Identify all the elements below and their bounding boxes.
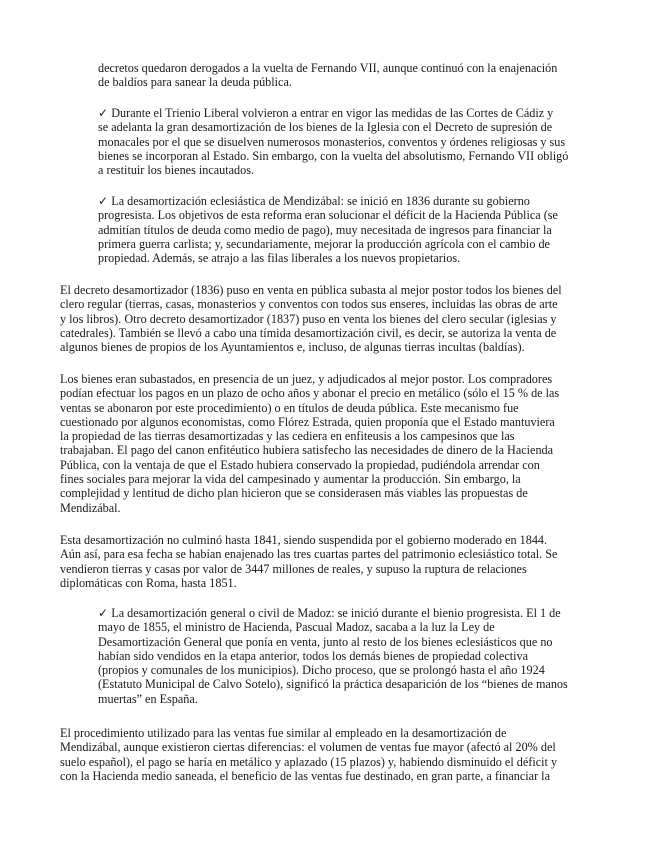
paragraph-fernando-vii-decrees [98,61,557,90]
text-line: Pública, con la ventaja de que el Estado hubiera conservado la propiedad, pudiéndola arrendar con [60,457,540,472]
text-line: Mendizábal. [60,500,121,515]
text-line: Aún así, para esa fecha se habían enajenado las tres cuartas partes del patrimonio eclesiástico total. Se [60,547,558,562]
text-line: con la Hacienda medio saneada, el beneficio de las ventas fue destinado, en gran parte, a financiar la [60,768,550,783]
bullet-madoz [98,606,568,706]
text-line: suelo español), el pago se haría en metálico y aplazado (15 plazos) y, habiendo disminuido el déficit y [60,754,558,769]
text-line: (propios y comunales de los municipios). Dicho proceso, que se prolongó hasta el año 1924 [98,663,545,678]
text-line: podían efectuar los pagos en un plazo de ocho años y abonar el precio en metálico (sólo el 15 % de las [60,386,560,401]
text-line: mayo de 1855, el ministro de Hacienda, Pascual Madoz, sacaba a la luz la Ley de [98,620,495,635]
text-line: monacales por el que se disuelven numerosos monasterios, conventos y órdenes religiosas y sus [98,134,566,149]
text-line: complejidad y lentitud de dicho plan hicieron que se considerasen más viables las propuestas de [60,486,528,501]
text-line: Los bienes eran subastados, en presencia de un juez, y adjudicados al mejor postor. Los compradores [60,372,553,386]
text-line: habían sido vendidos en la etapa anterior, todos los demás bienes de propiedad colectiva [98,648,529,663]
text-line: (Estatuto Municipal de Calvo Sotelo), significó la práctica desaparición de los “bienes de manos [98,677,568,692]
text-line: se adelanta la gran desamortización de los bienes de la Iglesia con el Decreto de supresión de [98,120,553,135]
bullet-trienio-liberal [98,106,568,177]
bullet-mendizabal [98,194,558,265]
text-line: primera guerra carlista; y, secundariamente, mejorar la producción agrícola con el cambio de [98,236,550,251]
text-line: ✓ La desamortización eclesiástica de Mendizábal: se inició en 1836 durante su gobierno [98,194,530,208]
text-line: decretos quedaron derogados a la vuelta de Fernando VII, aunque continuó con la enajenación [98,61,558,75]
text-line: ventas se abonaron por este procedimiento) o en títulos de deuda pública. Este mecanismo fue [60,400,519,415]
text-line: Mendizábal, aunque existieron ciertas diferencias: el volumen de ventas fue mayor (afectó al 20% del [60,740,556,755]
text-line: a restituir los bienes incautados. [98,163,255,178]
text-line: Esta desamortización no culminó hasta 1841, siendo suspendida por el gobierno moderado en 1844. [60,533,548,547]
text-line: algunos bienes de propios de los Ayuntamientos e, incluso, de algunas tierras incultas (baldías). [60,340,525,355]
text-line: ✓ Durante el Trienio Liberal volvieron a entrar en vigor las medidas de las Cortes de Cádiz y [98,106,554,120]
paragraph-culminacion-1841 [60,533,557,590]
text-line: El decreto desamortizador (1836) puso en venta en pública subasta al mejor postor todos los bienes del [60,283,562,297]
paragraph-decreto-1836 [60,283,562,354]
text-line: fines sociales para mejorar la vida del campesinado y aumentar la producción. Sin embargo, la [60,472,521,487]
text-line: muertas” en España. [98,691,198,706]
text-line: diplomáticas con Roma, hasta 1851. [60,575,237,590]
text-line: ✓ La desamortización general o civil de Madoz: se inició durante el bienio progresista. El 1 de [98,606,561,620]
text-line: bienes se incorporan al Estado. Sin embargo, con la vuelta del absolutismo, Fernando VII obligó [98,148,569,163]
text-line: El procedimiento utilizado para las ventas fue similar al empleado en la desamortización de [60,726,507,740]
text-line: la propiedad de las tierras desamortizadas y las cediera en enfiteusis a los campesinos que las [60,429,515,444]
text-line: vendieron tierras y casas por valor de 3447 millones de reales, y supuso la ruptura de relaciones [60,561,527,576]
text-line: clero regular (tierras, casas, monasterios y conventos con todos sus enseres, incluidas las obras de arte [60,297,558,312]
text-line: cuestionado por algunos economistas, como Flórez Estrada, quien proponía que el Estado mantuviera [60,414,555,429]
text-line: catedrales). También se llevó a cabo una tímida desamortización civil, es decir, se autoriza la venta de [60,325,557,340]
paragraph-procedimiento-ventas [60,726,557,783]
text-line: de baldíos para sanear la deuda pública. [98,75,292,90]
text-line: admitían títulos de deuda como medio de pago), muy necesitada de ingresos para financiar la [98,222,552,237]
paragraph-subastas [60,372,559,515]
text-line: trabajaban. El pago del canon enfitéutico hubiera satisfecho las necesidades de dinero de la Hacienda [60,443,554,458]
text-line: Desamortización General que ponía en venta, junto al resto de los bienes eclesiásticos que no [98,634,553,649]
text-line: y los libros). Otro decreto desamortizador (1837) puso en venta los bienes del clero secular (iglesias y [60,311,557,326]
text-line: propiedad. Además, se atrajo a las filas liberales a los nuevos propietarios. [98,251,461,266]
text-line: progresista. Los objetivos de esta reforma eran solucionar el déficit de la Hacienda Pública (se [98,208,558,223]
